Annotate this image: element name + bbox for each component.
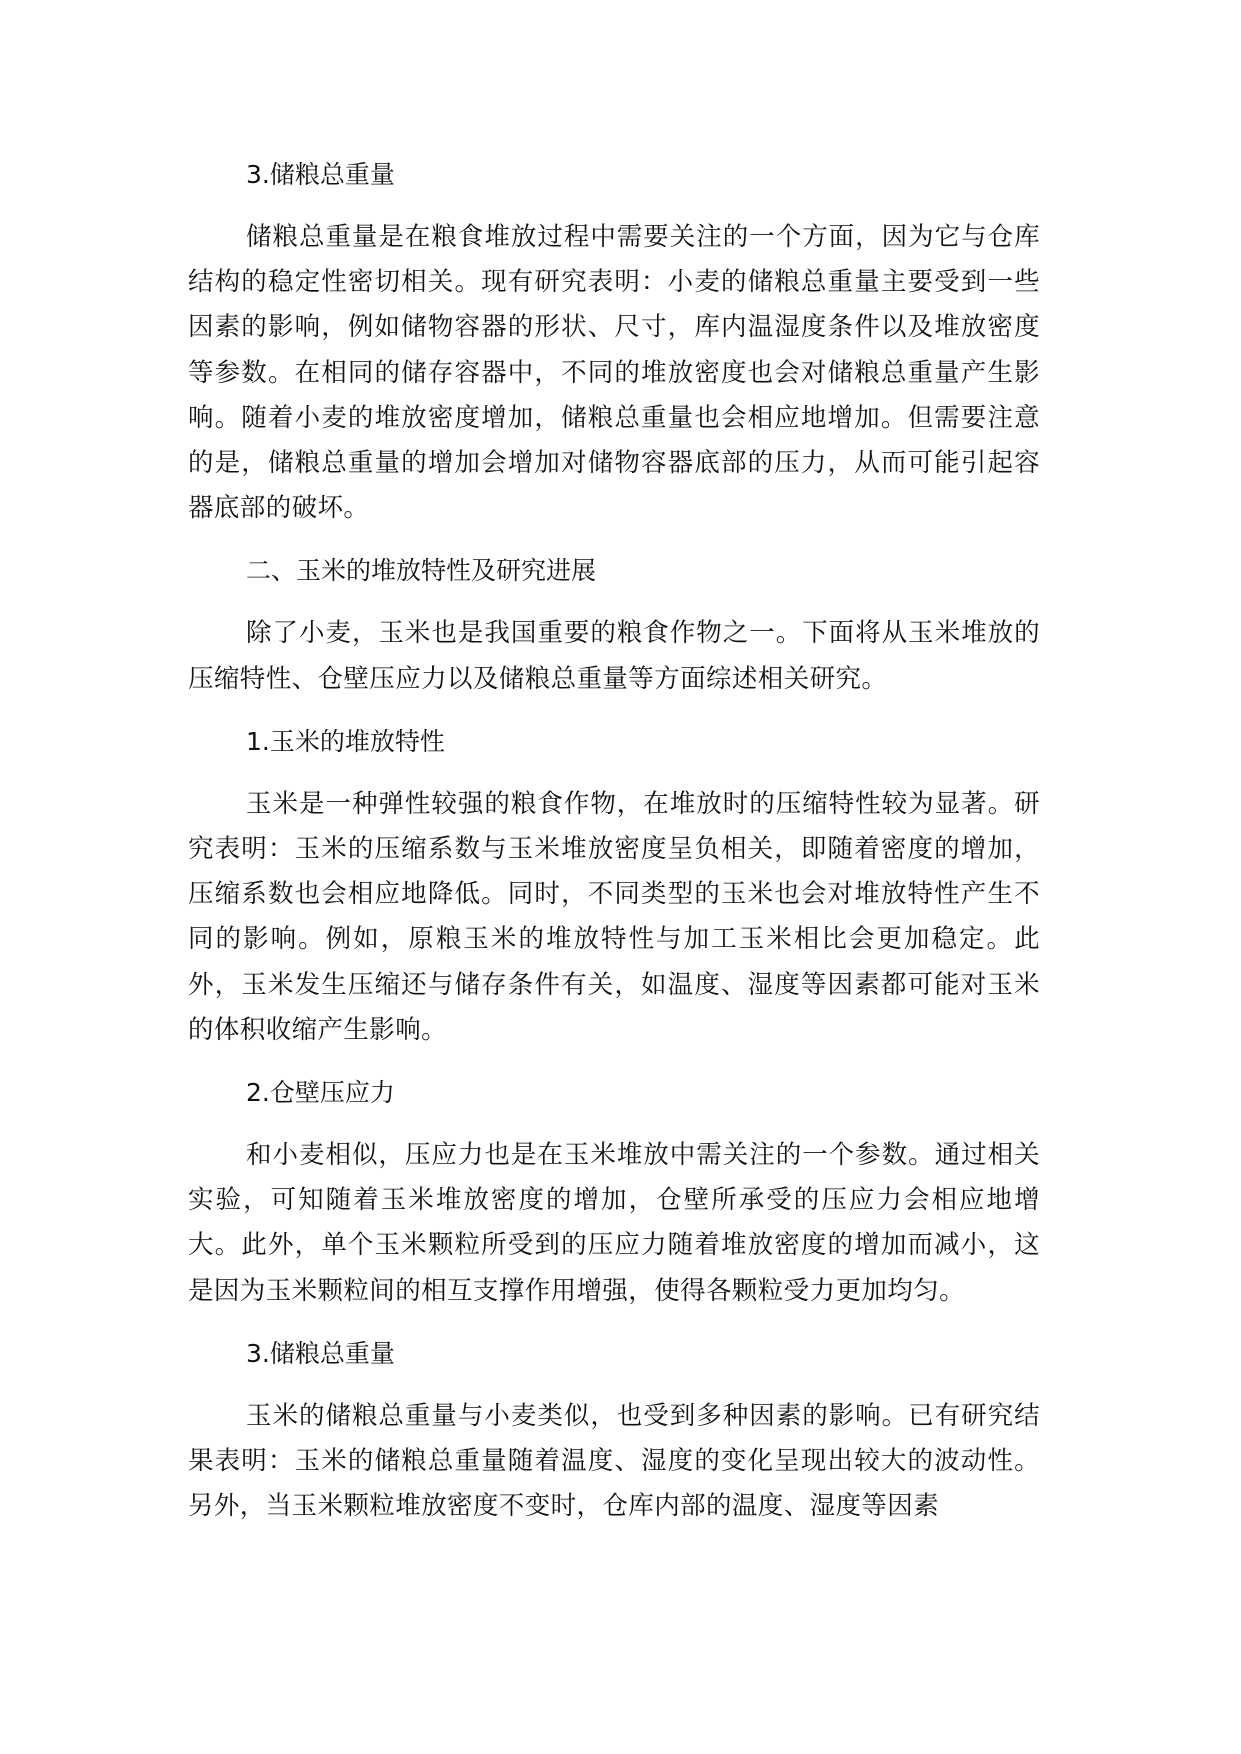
paragraph-wall-pressure: 和小麦相似，压应力也是在玉米堆放中需关注的一个参数。通过相关实验，可知随着玉米堆放密度的增加，仓壁所承受的压应力会相应地增大。此外，单个玉米颗粒所受到的压应力随着堆放密度的增加而减小，这是因为玉米颗粒间的相互支撑作用增强，使得各颗粒受力更加均匀。 [188, 1140, 1040, 1306]
section-heading-corn-characteristics: 二、玉米的堆放特性及研究进展 [246, 556, 597, 586]
paragraph-corn-total-weight: 玉米的储粮总重量与小麦类似，也受到多种因素的影响。已有研究结果表明：玉米的储粮总重量随着温度、湿度的变化呈现出较大的波动性。另外，当玉米颗粒堆放密度不变时，仓库内部的温度、湿度等因素 [188, 1400, 1040, 1522]
paragraph-corn-intro: 除了小麦，玉米也是我国重要的粮食作物之一。下面将从玉米堆放的压缩特性、仓壁压应力以及储粮总重量等方面综述相关研究。 [188, 618, 1040, 694]
paragraph-wheat-total-weight: 储粮总重量是在粮食堆放过程中需要关注的一个方面，因为它与仓库结构的稳定性密切相关。现有研究表明：小麦的储粮总重量主要受到一些因素的影响，例如储物容器的形状、尺寸，库内温湿度条件以及堆放密度等参数。在相同的储存容器中，不同的堆放密度也会对储粮总重量产生影响。随着小麦的堆放密度增加，储粮总重量也会相应地增加。但需要注意的是，储粮总重量的增加会增加对储物容器底部的压力，从而可能引起容器底部的破坏。 [188, 222, 1040, 524]
subheading-wall-pressure: 2.仓壁压应力 [246, 1078, 395, 1108]
subheading-corn-total-weight: 3.储粮总重量 [246, 1338, 395, 1368]
document-page [188, 152, 1040, 1529]
subheading-corn-stacking: 1.玉米的堆放特性 [246, 726, 445, 756]
section-heading-wheat-total-weight: 3.储粮总重量 [246, 160, 395, 189]
paragraph-corn-stacking: 玉米是一种弹性较强的粮食作物，在堆放时的压缩特性较为显著。研究表明：玉米的压缩系数与玉米堆放密度呈负相关，即随着密度的增加，压缩系数也会相应地降低。同时，不同类型的玉米也会对堆放特性产生不同的影响。例如，原粮玉米的堆放特性与加工玉米相比会更加稳定。此外，玉米发生压缩还与储存条件有关，如温度、湿度等因素都可能对玉米的体积收缩产生影响。 [188, 788, 1040, 1045]
